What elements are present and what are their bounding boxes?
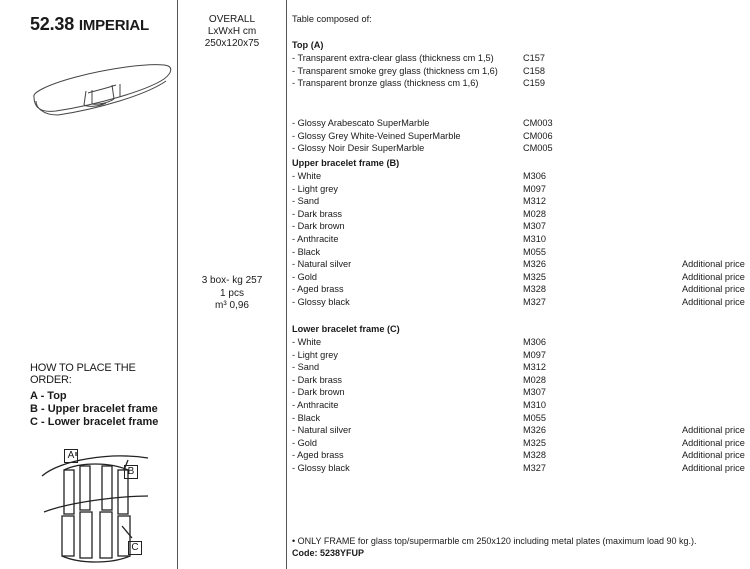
- finish-code: M055: [523, 412, 546, 423]
- option-row: [292, 130, 747, 143]
- section-title-top: Top (A): [292, 40, 324, 50]
- finish-note: Additional price: [682, 271, 745, 282]
- product-title: [30, 14, 149, 35]
- option-row: [292, 65, 747, 78]
- finish-code: M328: [523, 284, 546, 295]
- finish-code: M028: [523, 208, 546, 219]
- finish-row: [292, 258, 747, 271]
- lower-frame-finishes: [292, 336, 747, 475]
- finish-code: M328: [523, 450, 546, 461]
- finish-row: [292, 183, 747, 196]
- diagram-label-b: B: [124, 465, 138, 479]
- section-title-upper-frame: Upper bracelet frame (B): [292, 158, 400, 168]
- finish-label: - Light grey: [292, 349, 338, 360]
- finish-row: [292, 246, 747, 259]
- finish-label: - Natural silver: [292, 425, 352, 436]
- frame-only-code: Code: 5238YFUP: [292, 548, 365, 558]
- finish-row: [292, 412, 747, 425]
- finish-note: Additional price: [682, 284, 745, 295]
- finish-label: - Gold: [292, 437, 318, 448]
- option-label: - Glossy Grey White-Veined SuperMarble: [292, 130, 461, 141]
- finish-label: - Anthracite: [292, 399, 339, 410]
- finish-code: M028: [523, 374, 546, 385]
- product-column: [0, 0, 177, 569]
- finish-label: - Dark brass: [292, 374, 343, 385]
- finish-label: - Dark brass: [292, 208, 343, 219]
- option-label: - Transparent smoke grey glass (thickness cm 1,6): [292, 65, 498, 76]
- finish-row: [292, 220, 747, 233]
- finish-label: - Aged brass: [292, 450, 344, 461]
- finish-label: - Gold: [292, 271, 318, 282]
- finish-label: - Aged brass: [292, 284, 344, 295]
- finish-label: - Sand: [292, 196, 320, 207]
- option-label: - Transparent bronze glass (thickness cm 1,6): [292, 78, 479, 89]
- finish-label: - White: [292, 171, 322, 181]
- finish-label: - Natural silver: [292, 259, 352, 270]
- finish-code: M307: [523, 387, 546, 398]
- order-instructions-title: HOW TO PLACE THE ORDER:: [30, 362, 136, 386]
- finish-label: - Anthracite: [292, 233, 339, 244]
- option-code: C158: [523, 65, 545, 76]
- upper-frame-finishes: [292, 170, 747, 309]
- diagram-label-a: A: [64, 449, 78, 463]
- option-label: - Transparent extra-clear glass (thickness cm 1,5): [292, 53, 494, 63]
- finish-label: - Black: [292, 246, 321, 257]
- finish-label: - Glossy black: [292, 462, 350, 473]
- finish-code: M325: [523, 437, 546, 448]
- option-code: CM006: [523, 130, 553, 141]
- top-glass-options: [292, 52, 747, 90]
- finish-row: [292, 336, 747, 349]
- finish-row: [292, 399, 747, 412]
- packing-pieces: 1 pcs: [220, 287, 244, 299]
- finish-row: [292, 437, 747, 450]
- finish-label: - White: [292, 337, 322, 347]
- option-row: [292, 117, 747, 130]
- finish-code: M097: [523, 183, 546, 194]
- finish-code: M326: [523, 425, 546, 436]
- section-title-lower-frame: Lower bracelet frame (C): [292, 324, 400, 334]
- finish-label: - Light grey: [292, 183, 338, 194]
- finish-note: Additional price: [682, 296, 745, 307]
- dimensions-column: [178, 0, 286, 569]
- finish-code: M326: [523, 259, 546, 270]
- option-row: [292, 52, 747, 65]
- diagram-label-c: C: [128, 541, 142, 555]
- composition-intro: Table composed of:: [292, 14, 372, 24]
- finish-label: - Sand: [292, 362, 320, 373]
- option-row: [292, 77, 747, 90]
- finish-note: Additional price: [682, 425, 745, 436]
- table-sketch-image: [26, 55, 176, 135]
- finish-code: M327: [523, 296, 546, 307]
- finish-code: M307: [523, 221, 546, 232]
- finish-label: - Dark brown: [292, 221, 345, 232]
- finish-row: [292, 233, 747, 246]
- product-name: IMPERIAL: [78, 17, 149, 34]
- finish-code: M306: [523, 171, 546, 181]
- finish-row: [292, 170, 747, 183]
- finish-code: M306: [523, 337, 546, 347]
- option-code: CM003: [523, 118, 553, 128]
- packing-info: [178, 275, 286, 313]
- finish-code: M097: [523, 349, 546, 360]
- option-label: - Glossy Arabescato SuperMarble: [292, 118, 430, 128]
- option-code: CM005: [523, 143, 553, 154]
- finish-label: - Dark brown: [292, 387, 345, 398]
- finish-row: [292, 462, 747, 475]
- finish-code: M310: [523, 233, 546, 244]
- finish-code: M055: [523, 246, 546, 257]
- legend-item-upper-frame: B - Upper bracelet frame: [30, 403, 158, 415]
- finish-row: [292, 283, 747, 296]
- legend-item-top: A - Top: [30, 390, 67, 402]
- dimensions-value: 250x120x75: [204, 38, 260, 49]
- finish-code: M312: [523, 196, 546, 207]
- packing-boxes: 3 box- kg 257: [201, 275, 263, 286]
- finish-code: M310: [523, 399, 546, 410]
- component-legend: [30, 390, 158, 429]
- finish-row: [292, 271, 747, 284]
- finish-code: M312: [523, 362, 546, 373]
- finish-row: [292, 386, 747, 399]
- finish-row: [292, 361, 747, 374]
- finish-row: [292, 349, 747, 362]
- finish-code: M327: [523, 462, 546, 473]
- product-code: 52.38: [30, 14, 75, 34]
- finish-row: [292, 195, 747, 208]
- dimensions-units: LxWxH cm: [207, 26, 257, 37]
- dimensions-heading: OVERALL: [208, 14, 256, 25]
- finish-note: Additional price: [682, 437, 745, 448]
- option-code: C159: [523, 78, 545, 89]
- top-marble-options: [292, 117, 747, 155]
- legend-item-lower-frame: C - Lower bracelet frame: [30, 416, 159, 428]
- option-label: - Glossy Noir Desir SuperMarble: [292, 143, 425, 154]
- composition-column: [287, 0, 750, 569]
- finish-row: [292, 449, 747, 462]
- finish-note: Additional price: [682, 462, 745, 473]
- packing-volume: m³ 0,96: [215, 300, 249, 311]
- finish-label: - Glossy black: [292, 296, 350, 307]
- option-row: [292, 142, 747, 155]
- finish-row: [292, 296, 747, 309]
- option-code: C157: [523, 53, 545, 63]
- frame-only-note: • ONLY FRAME for glass top/supermarble cm 250x120 including metal plates (maximum load 90 kg.).: [292, 536, 697, 546]
- finish-note: Additional price: [682, 450, 745, 461]
- finish-note: Additional price: [682, 259, 745, 270]
- finish-label: - Black: [292, 412, 321, 423]
- finish-row: [292, 424, 747, 437]
- finish-code: M325: [523, 271, 546, 282]
- overall-dimensions: [178, 14, 286, 50]
- finish-row: [292, 374, 747, 387]
- finish-row: [292, 208, 747, 221]
